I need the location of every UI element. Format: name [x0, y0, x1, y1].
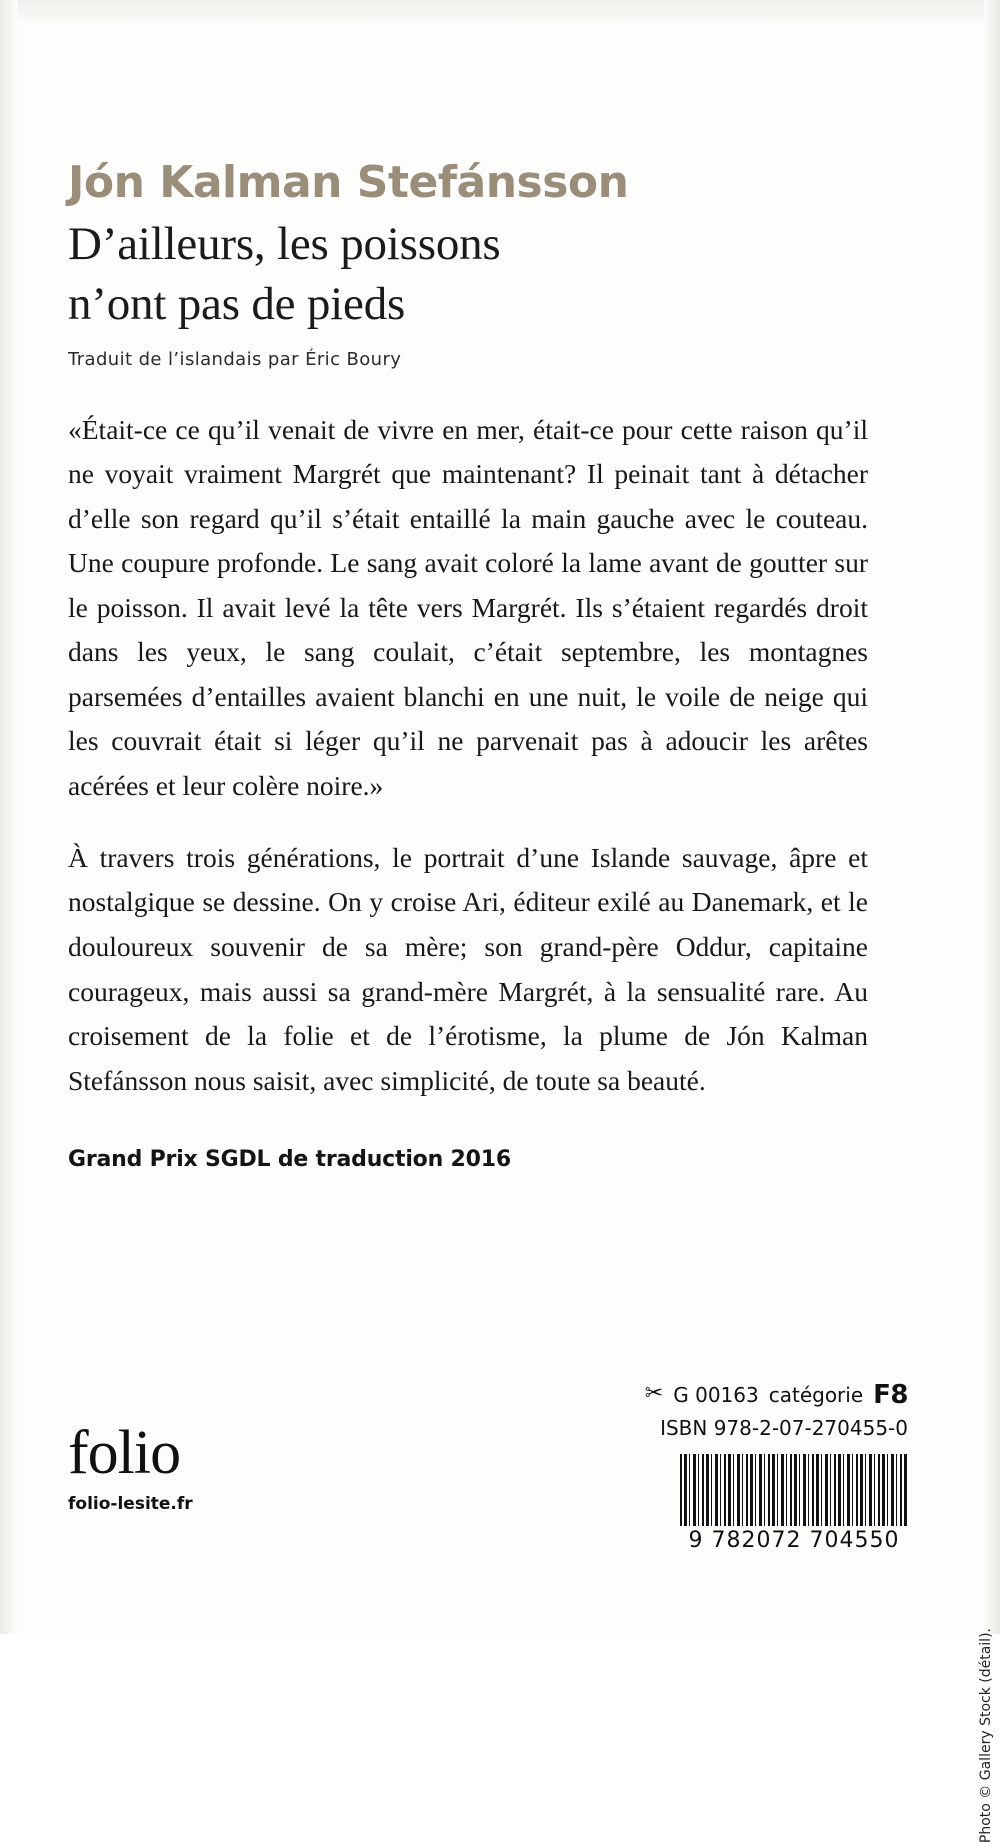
cover-footer	[68, 1380, 960, 1610]
paper-edge-right	[984, 0, 1000, 1634]
book-blurb: À travers trois générations, le portrait d’une Islande sauvage, âpre et nostalgique se dessine. On y croise Ari, éditeur exilé au Danemark, et le douloureux souvenir de sa mère; son grand-père Oddur, capitaine courageux, mais aussi sa grand-mère Margrét, à la sensualité rare. Au croisement de la folie et de l’érotisme, la plume de Jón Kalman Stefánsson nous saisit, avec simplicité, de toute sa beauté.	[68, 841, 868, 1096]
barcode-inner	[680, 1454, 908, 1553]
paper-edge-left	[0, 0, 18, 1634]
gencod-value: G 00163	[673, 1383, 759, 1407]
barcode-bars	[680, 1454, 908, 1526]
publisher-logo-block	[68, 1419, 193, 1514]
gencod-line	[478, 1380, 908, 1410]
category-value: F8	[873, 1380, 908, 1410]
folio-logo: folio	[68, 1419, 181, 1487]
translator-credit: Traduit de l’islandais par Éric Boury	[68, 348, 402, 370]
isbn-value: ISBN 978-2-07-270455-0	[660, 1416, 908, 1440]
book-title-line-2: n’ont pas de pieds	[68, 278, 406, 331]
barcode-number: 9 782072 704550	[688, 1528, 900, 1553]
barcode	[478, 1454, 908, 1553]
prize-mention: Grand Prix SGDL de traduction 2016	[68, 1147, 511, 1173]
photo-credit: Photo © Gallery Stock (détail).	[978, 1628, 994, 1843]
scissors-icon: ✂	[644, 1381, 664, 1406]
category-label: catégorie	[768, 1383, 864, 1407]
publisher-website: folio-lesite.fr	[68, 1494, 193, 1514]
cover-text-block	[68, 0, 868, 1172]
barcode-block	[478, 1380, 908, 1553]
book-title-line-1: D’ailleurs, les poissons	[68, 218, 501, 271]
book-excerpt: «Était-ce ce qu’il venait de vivre en mer, était-ce pour cette raison qu’il ne voyait vraiment Margrét que maintenant? Il peinait tant à détacher d’elle son regard qu’il s’était entaillé la main gauche avec le couteau. Une coupure profonde. Le sang avait coloré la lame avant de goutter sur le poisson. Il avait levé la tête vers Margrét. Ils s’étaient regardés droit dans les yeux, le sang coulait, c’était septembre, les montagnes parsemées d’entailles avaient blanchi en une nuit, le voile de neige qui les couvrait était si léger qu’il ne parvenait pas à adoucir les arêtes acérées et leur colère noire.»	[68, 413, 868, 801]
book-title	[68, 214, 868, 334]
author-name: Jón Kalman Stefánsson	[68, 157, 629, 208]
